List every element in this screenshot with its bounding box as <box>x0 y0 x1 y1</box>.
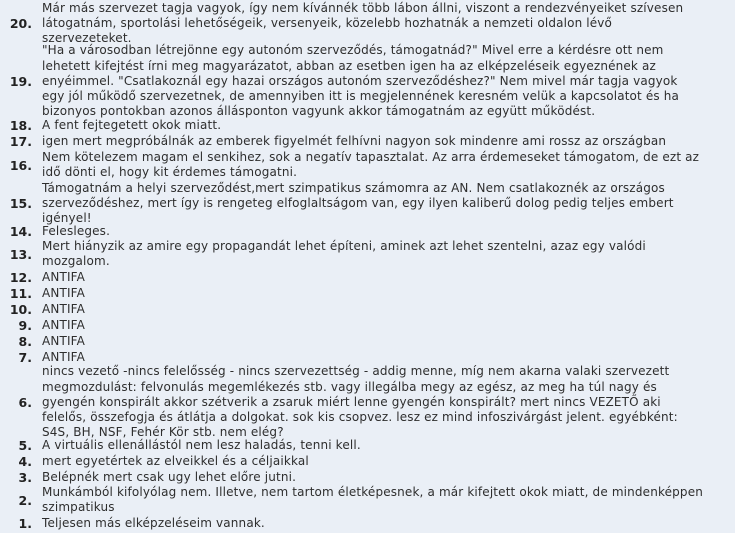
list-item <box>0 437 735 454</box>
list-item <box>0 238 735 270</box>
item-number: 11. <box>9 286 32 301</box>
list-item <box>0 317 735 334</box>
item-number: 6. <box>18 395 32 410</box>
item-number: 3. <box>18 470 32 485</box>
list-item <box>0 149 735 181</box>
item-number: 15. <box>9 196 32 211</box>
item-number: 18. <box>9 118 32 133</box>
item-number: 20. <box>9 16 32 31</box>
list-item <box>0 453 735 470</box>
list-item <box>0 117 735 134</box>
item-text: ANTIFA <box>42 333 85 348</box>
item-text: Felesleges. <box>42 223 111 238</box>
item-text: Munkámból kifolyólag nem. Illetve, nem tartom életképesnek, a már kifejtett okok miatt, de mindenképpen szimpatikus <box>42 484 703 514</box>
item-number: 12. <box>9 270 32 285</box>
item-text: nincs vezető -nincs felelősség - nincs szervezettség - addig menne, míg nem akarna valaki szervezett megmozdulást: felvonulás megemlékezés stb. vagy illegálba megy az egész, az meg ha túl nagy és gyengén konspirált akkor szétverik a zsaruk miért lenne gyengén konspirált? mert nincs VEZETŐ aki felelős, összefogja és átlátja a dolgokat. sok kis csopvez. lesz ez mind infoszivárgást jelent. egyébként: S4S, BH, NSF, Fehér Kör stb. nem elég? <box>42 364 678 440</box>
list-item <box>0 333 735 350</box>
item-text: ANTIFA <box>42 349 85 364</box>
item-text: Már más szervezet tagja vagyok, így nem kívánnék több lábon állni, viszont a rendezvényeiket szívesen látogatnám, sportolási lehetőségeik, versenyeik, közelebb hozhatnák a nemzeti oldalon lévő szervezeteket. <box>42 0 684 46</box>
item-number: 13. <box>9 246 32 262</box>
list-item <box>0 180 735 227</box>
item-text: mert egyetértek az elveikkel és a céljaikkal <box>42 453 309 468</box>
list-item <box>0 0 735 47</box>
item-text: ANTIFA <box>42 285 85 300</box>
item-text: A fent fejtegetett okok miatt. <box>42 117 222 132</box>
item-text: Teljesen más elképzeléseim vannak. <box>42 515 265 530</box>
item-text: Belépnék mert csak ugy lehet előre jutni. <box>42 469 297 484</box>
item-number: 7. <box>18 350 32 365</box>
item-text: igen mert megpróbálnák az emberek figyelmét felhívni nagyon sok mindenre ami rossz az országban <box>42 133 667 148</box>
item-number: 2. <box>18 492 32 508</box>
item-text: ANTIFA <box>42 317 85 332</box>
list-item <box>0 133 735 150</box>
item-number: 10. <box>9 302 32 317</box>
item-text: Támogatnám a helyi szerveződést,mert szimpatikus számomra az AN. Nem csatlakoznék az országos szerveződéshez, mert így is rengeteg elfoglaltságom van, egy ilyen kaliberű dolog pedig teljes embert igényel! <box>42 180 674 226</box>
item-number: 19. <box>9 74 32 89</box>
item-text: "Ha a városodban létrejönne egy autonóm szerveződés, támogatnád?" Mivel erre a kérdésre ott nem lehetett kifejtést írni meg magyarázatot, abban az esetben igen ha az elképzeléseik egyeznének az enyéimmel. "Csatlakoznál egy hazai országos autonóm szerveződéshez?" Nem mivel már tagja vagyok egy jól működő szervezetnek, de amennyiben itt is megjelennének keresném velük a kapcsolatot és ha bizonyos pontokban azonos állásponton vagyunk akkor támogatnám az együtt működést. <box>42 43 680 119</box>
item-number: 14. <box>9 224 32 239</box>
list-item <box>0 285 735 302</box>
list-item <box>0 269 735 286</box>
item-number: 8. <box>18 334 32 349</box>
list-item <box>0 43 735 120</box>
list-item <box>0 364 735 441</box>
item-text: ANTIFA <box>42 301 85 316</box>
item-number: 9. <box>18 318 32 333</box>
item-text: Nem kötelezem magam el senkihez, sok a negatív tapasztalat. Az arra érdemeseket támogatom, de ezt az idő dönti el, hogy kit érdemes támogatni. <box>42 149 700 179</box>
item-number: 16. <box>9 157 32 173</box>
item-text: A virtuális ellenállástól nem lesz haladás, tenni kell. <box>42 437 361 452</box>
list-item <box>0 515 735 532</box>
item-number: 5. <box>18 438 32 453</box>
list-item <box>0 301 735 318</box>
item-text: Mert hiányzik az amire egy propagandát lehet építeni, aminek azt lehet szentelni, azaz egy valódi mozgalom. <box>42 238 646 268</box>
item-number: 4. <box>18 454 32 469</box>
list-item <box>0 484 735 516</box>
item-number: 17. <box>9 134 32 149</box>
item-number: 1. <box>18 516 32 531</box>
item-text: ANTIFA <box>42 269 85 284</box>
